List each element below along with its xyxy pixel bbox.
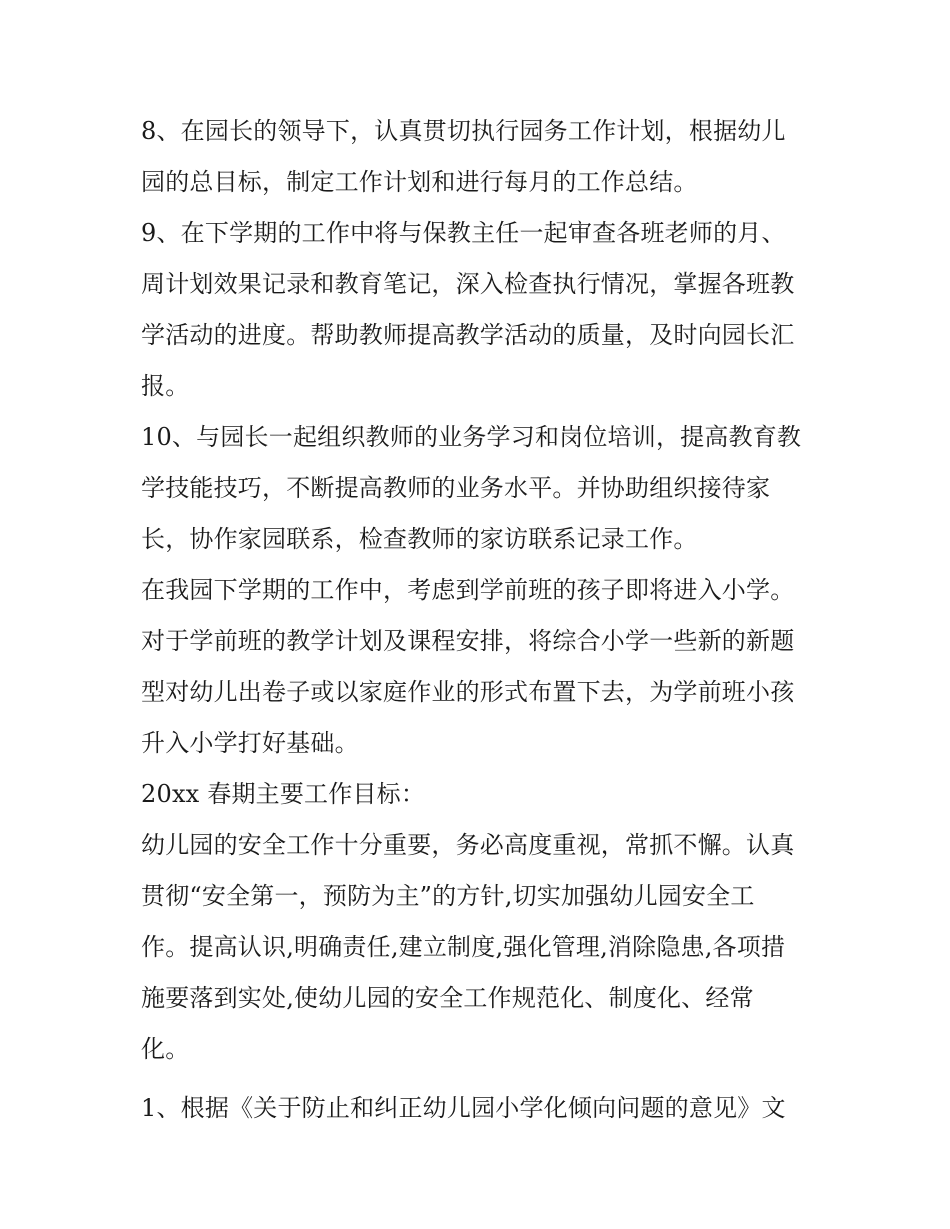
- document-body: [141, 111, 821, 1139]
- text-line: 型对幼儿出卷子或以家庭作业的形式布置下去，为学前班小孩: [141, 678, 795, 706]
- text-line: 幼儿园的安全工作十分重要，务必高度重视，常抓不懈。认真: [141, 831, 795, 859]
- text-line: 长，协作家园联系，检查教师的家访联系记录工作。: [141, 525, 698, 553]
- text-line: 升入小学打好基础。: [141, 729, 359, 757]
- text-line: 对于学前班的教学计划及课程安排，将综合小学一些新的新题: [141, 627, 795, 655]
- text-line: 学技能技巧，不断提高教师的业务水平。并协助组织接待家: [141, 474, 771, 502]
- text-line: 8、在园长的领导下，认真贯切执行园务工作计划，根据幼儿: [141, 117, 786, 145]
- text-line: 施要落到实处,使幼儿园的安全工作规范化、制度化、经常: [141, 984, 754, 1012]
- text-line: 在我园下学期的工作中，考虑到学前班的孩子即将进入小学。: [141, 576, 795, 604]
- text-line: 报。: [141, 372, 190, 400]
- text-line: 化。: [141, 1035, 190, 1063]
- text-line: 学活动的进度。帮助教师提高教学活动的质量，及时向园长汇: [141, 321, 795, 349]
- text-line: 贯彻“安全第一，预防为主”的方针,切实加强幼儿园安全工: [141, 882, 755, 910]
- text-line: 园的总目标，制定工作计划和进行每月的工作总结。: [141, 168, 698, 196]
- text-line: 9、在下学期的工作中将与保教主任一起审查各班老师的月、: [141, 219, 786, 247]
- text-line: 10、与园长一起组织教师的业务学习和岗位培训，提高教育教: [141, 423, 802, 451]
- text-line: 作。提高认识,明确责任,建立制度,强化管理,消除隐患,各项措: [141, 933, 786, 961]
- section-heading: 20xx 春期主要工作目标：: [141, 780, 426, 808]
- text-line: 1、根据《关于防止和纠正幼儿园小学化倾向问题的意见》文: [141, 1094, 786, 1122]
- text-line: 周计划效果记录和教育笔记，深入检查执行情况，掌握各班教: [141, 270, 795, 298]
